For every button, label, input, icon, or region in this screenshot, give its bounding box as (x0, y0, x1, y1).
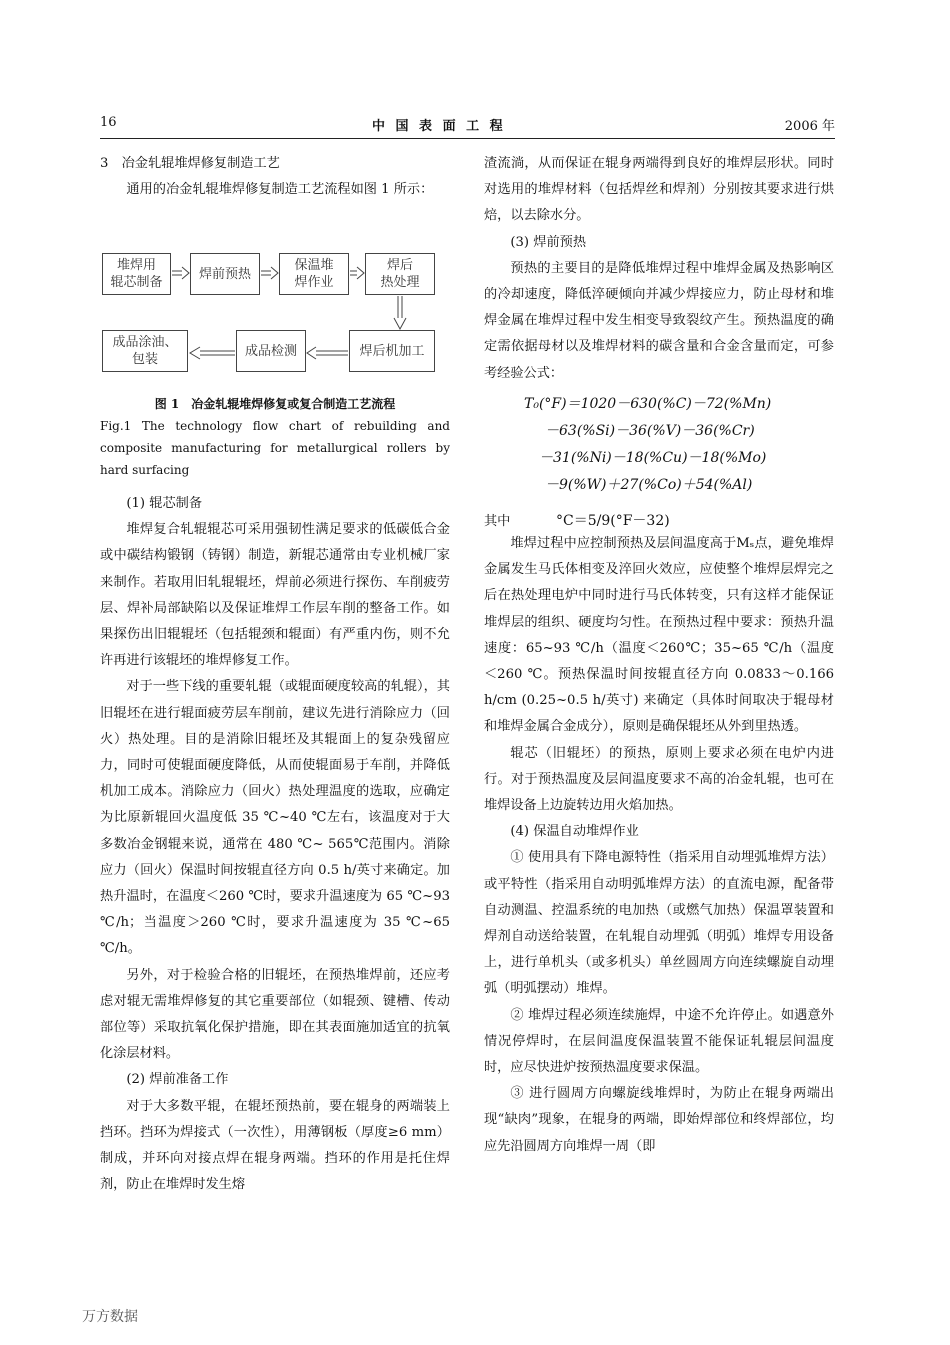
flow-box-roll-core: 堆焊用 辊芯制备 (102, 253, 171, 295)
arrow-2 (261, 267, 278, 279)
right-column-body (484, 531, 834, 1160)
where-label: 其中 (484, 514, 511, 529)
flow-box-inspection: 成品检测 (236, 330, 306, 372)
section-title: 3 冶金轧辊堆焊修复制造工艺 (100, 156, 280, 171)
paragraph-s3-1: 预热的主要目的是降低堆焊过程中堆焊金属及热影响区的冷却速度，降低淬硬倾向并减少焊接应力，防止母材和堆焊金属在堆焊过程中发生相变导致裂纹产生。预热温度的确定需依据母材以及堆焊材料的碳含量和合金含量而定，可参考经验公式： (484, 260, 834, 381)
flow-box-packaging: 成品涂油、 包装 (102, 330, 188, 372)
subsection-3-title: (3) 焊前预热 (510, 234, 587, 250)
right-column-top (484, 151, 834, 387)
paragraph-s2-1: 对于大多数平辊，在辊坯预热前，要在辊身的两端装上挡环。挡环为焊接式（一次性），用薄钢板（厚度≥6 mm）制成，并环向对接点焊在辊身两端。挡环的作用是托住焊剂，防止在堆焊时发生熔 (100, 1098, 450, 1193)
paragraph-s4-1: ① 使用具有下降电源特性（指采用自动埋弧堆焊方法）或平特性（指采用自动明弧堆焊方法）的直流电源，配备带自动测温、控温系统的电加热（或燃气加热）保温罩装置和焊剂自动送给装置，在轧辊自动埋弧（明弧）堆焊专用设备上，进行单机头（或多机头）单丝圆周方向连续螺旋自动埋弧（明弧摆动）堆焊。 (484, 850, 834, 997)
conversion-equation: °C＝5/9(°F－32) (556, 513, 670, 529)
arrow-4 (307, 347, 348, 359)
equation-line-4: －9(%W)＋27(%Co)＋54(%Al) (545, 477, 753, 493)
arrow-5 (190, 347, 235, 359)
subsection-1-title: (1) 辊芯制备 (126, 496, 203, 511)
page-number: 16 (100, 115, 117, 130)
year: 2006 年 (784, 119, 835, 134)
flow-box-preheat: 焊前预热 (190, 253, 260, 295)
flow-arrows (100, 250, 440, 375)
arrow-3 (350, 267, 364, 279)
paragraph-s1-3: 另外，对于检验合格的旧辊坯，在预热堆焊前，还应考虑对辊无需堆焊修复的其它重要部位（如辊颈、键槽、传动部位等）采取抗氧化保护措施，即在其表面施加适宜的抗氧化涂层材料。 (100, 967, 450, 1062)
flow-box-post-heat-treatment: 焊后 热处理 (365, 253, 435, 295)
paragraph-s1-1: 堆焊复合轧辊辊芯可采用强韧性满足要求的低碳低合金或中碳结构锻钢（铸钢）制造，新辊芯通常由专业机械厂家来制作。若取用旧轧辊辊坯，焊前必须进行探伤、车削疲劳层、焊补局部缺陷以及保证堆焊工作层车削的整备工作。如果探伤出旧辊辊坯（包括辊颈和辊面）有严重内伤，则不允许再进行该辊坯的堆焊修复工作。 (100, 522, 450, 669)
paragraph-continued: 渣流淌，从而保证在辊身两端得到良好的堆焊层形状。同时对选用的堆焊材料（包括焊丝和焊剂）分别按其要求进行烘焙，以去除水分。 (484, 156, 834, 224)
figure-caption-cn: 图 1 冶金轧辊堆焊修复或复合制造工艺流程 (154, 397, 396, 411)
subsection-4-title: (4) 保温自动堆焊作业 (510, 824, 639, 840)
figure-caption-en: Fig.1 The technology flow chart of rebuilding and composite manufacturing for metallurgical rollers by hard surfacing (100, 419, 450, 477)
arrow-1 (172, 267, 189, 279)
subsection-2-title: (2) 焊前准备工作 (126, 1072, 229, 1088)
flow-box-machining: 焊后机加工 (349, 330, 435, 372)
paragraph-s3-2: 堆焊过程中应控制预热及层间温度高于Mₛ点，避免堆焊金属发生马氏体相变及淬回火效应，应使整个堆焊层焊完之后在热处理电炉中同时进行马氏体转变，只有这样才能保证堆焊层的组织、硬度均匀性。在预热过程中要求：预热升温速度：65~93 ℃/h（温度＜260℃；35~65 ℃/h（温度＜260 ℃。预热保温时间按辊直径方向 0.0833～0.166 h/cm (0.25~0.5 h/英寸) 来确定（具体时间取决于辊母材和堆焊金属合金成分），原则是确保辊坯从外到里热透。 (484, 536, 834, 735)
footer-watermark: 万方数据 (82, 1309, 138, 1325)
equation-line-2: －63(%Si)－36(%V)－36(%Cr) (545, 423, 755, 439)
equation-line-1: T₀(°F)＝1020－630(%C)－72(%Mn) (524, 396, 772, 412)
intro-paragraph: 通用的冶金轧辊堆焊修复制造工艺流程如图 1 所示： (126, 182, 434, 198)
left-column-top (100, 151, 450, 203)
journal-name: 中 国 表 面 工 程 (372, 119, 506, 134)
paragraph-s4-2: ② 堆焊过程必须连续施焊，中途不允许停止。如遇意外情况停焊时，在层间温度保温装置不能保证轧辊层间温度时，应尽快进炉按预热温度要求保温。 (484, 1007, 834, 1076)
equation-line-3: －31(%Ni)－18(%Cu)－18(%Mo) (539, 450, 767, 466)
paragraph-s1-2: 对于一些下线的重要轧辊（或辊面硬度较高的轧辊），其旧辊坯在进行辊面疲劳层车削前，建议先进行消除应力（回火）热处理。目的是消除旧辊坯及其辊面上的复杂残留应力，同时可使辊面硬度降低，从而使辊面易于车削，并降低机加工成本。消除应力（回火）热处理温度的选取，应确定为比原新辊回火温度低 35 ℃~40 ℃左右，该温度对于大多数冶金钢辊来说，通常在 480 ℃~ 565℃范围内。消除应力（回火）保温时间按辊直径方向 0.5 h/英寸来确定。加热升温时，在温度＜260 ℃时，要求升温速度为 65 ℃~93 ℃/h；当温度＞260 ℃时，要求升温速度为 35 ℃~65 ℃/h。 (100, 679, 450, 957)
arrow-down (394, 296, 406, 329)
flow-box-welding: 保温堆 焊作业 (279, 253, 349, 295)
header-rule (100, 138, 835, 139)
left-column-body (100, 491, 450, 1198)
paragraph-s3-3: 辊芯（旧辊坯）的预热，原则上要求必须在电炉内进行。对于预热温度及层间温度要求不高的冶金轧辊，也可在堆焊设备上边旋转边用火焰加热。 (484, 745, 834, 814)
paragraph-s4-3: ③ 进行圆周方向螺旋线堆焊时，为防止在辊身两端出现“缺肉”现象，在辊身的两端，即始焊部位和终焊部位，均应先沿圆周方向堆焊一周（即 (484, 1086, 834, 1154)
